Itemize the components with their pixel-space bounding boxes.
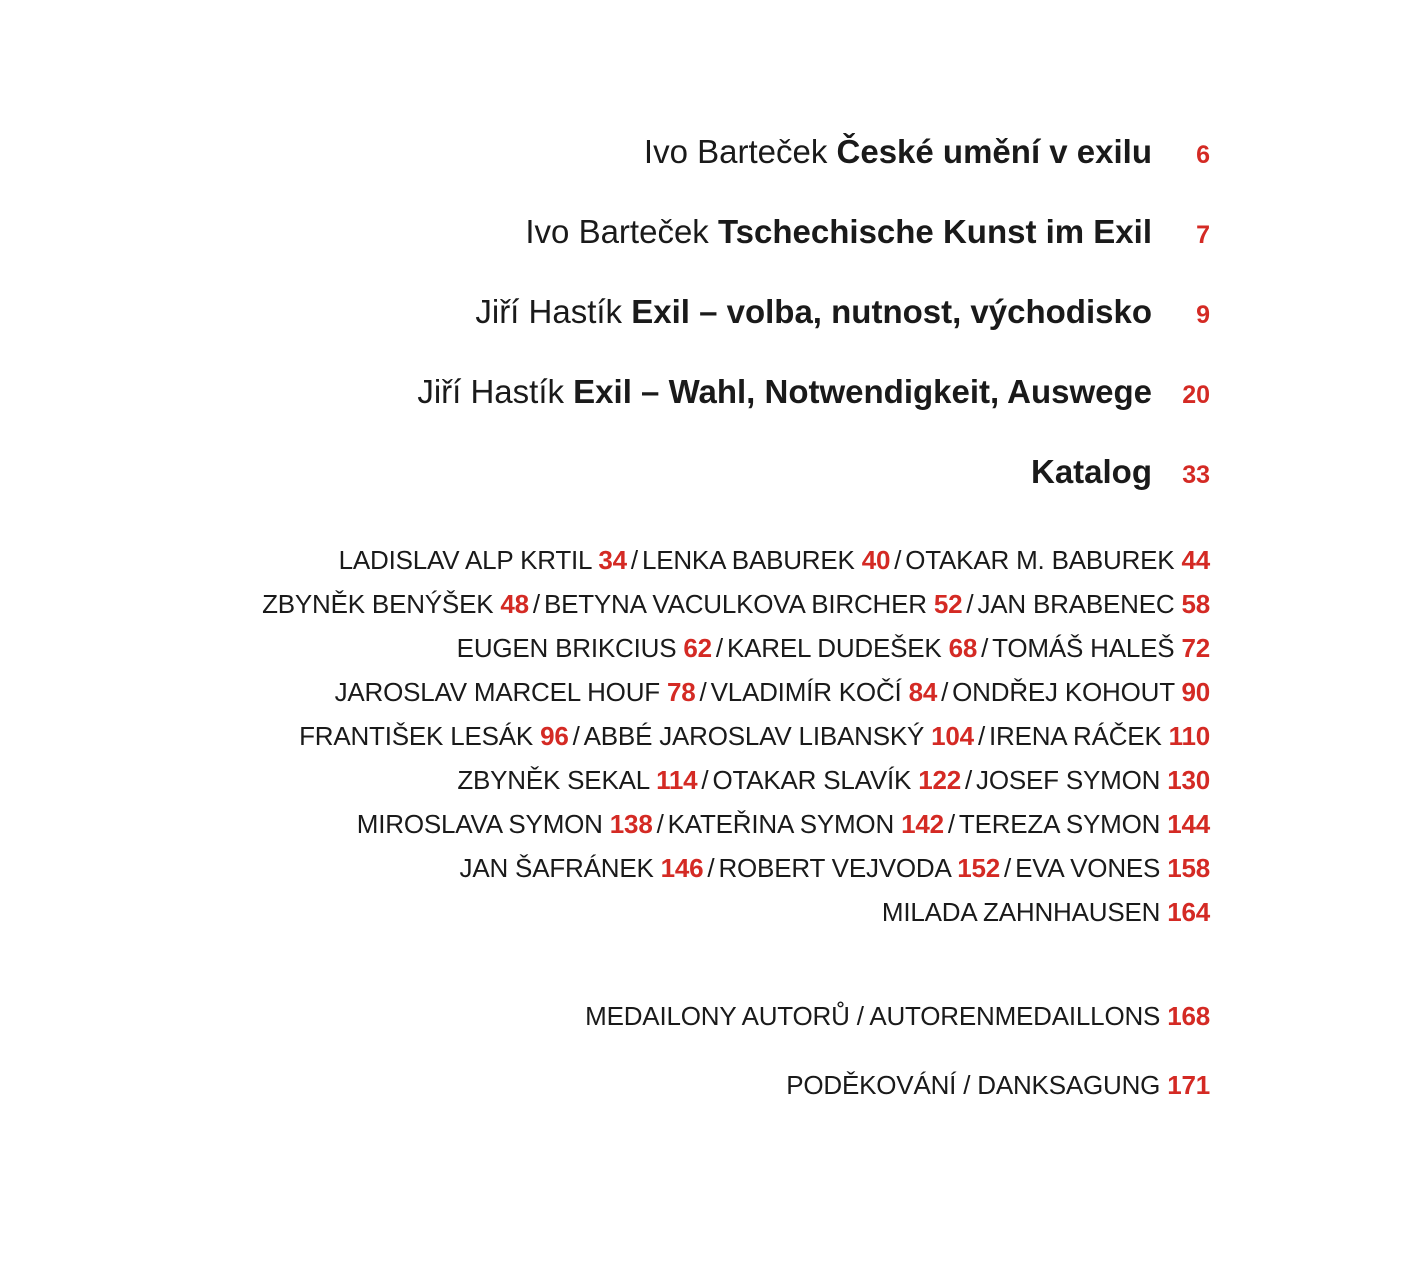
artist-page: 142 bbox=[901, 809, 944, 839]
artist-page: 110 bbox=[1168, 721, 1210, 751]
separator: / bbox=[532, 589, 540, 619]
separator: / bbox=[941, 677, 949, 707]
artist-page: 78 bbox=[667, 677, 696, 707]
artist-page: 52 bbox=[933, 589, 963, 619]
artist-name[interactable]: FRANTIŠEK LESÁK bbox=[299, 721, 534, 751]
artist-name[interactable]: TEREZA SYMON bbox=[958, 809, 1161, 839]
essay-page-number: 6 bbox=[1196, 141, 1210, 169]
artist-page: 62 bbox=[683, 633, 712, 663]
artist-page: 122 bbox=[918, 765, 961, 795]
separator: / bbox=[656, 809, 664, 839]
separator: / bbox=[947, 809, 955, 839]
artist-name[interactable]: ABBÉ JAROSLAV LIBANSKÝ bbox=[583, 721, 925, 751]
separator: / bbox=[630, 545, 638, 575]
separator: / bbox=[966, 589, 974, 619]
artist-name[interactable]: VLADIMÍR KOČÍ bbox=[710, 677, 902, 707]
artist-name[interactable]: OTAKAR SLAVÍK bbox=[712, 765, 912, 795]
essay-title: Exil – Wahl, Notwendigkeit, Auswege bbox=[573, 373, 1152, 410]
artist-page: 164 bbox=[1167, 897, 1210, 927]
separator: / bbox=[965, 765, 973, 795]
artist-name[interactable]: EVA VONES bbox=[1015, 853, 1161, 883]
artist-name[interactable]: JOSEF SYMON bbox=[976, 765, 1161, 795]
appendix-page: 168 bbox=[1167, 1001, 1210, 1031]
artist-page: 68 bbox=[948, 633, 978, 663]
artist-page: 90 bbox=[1181, 677, 1210, 707]
catalog-title: Katalog bbox=[1030, 453, 1152, 490]
artist-name[interactable]: ROBERT VEJVODA bbox=[718, 853, 951, 883]
separator: / bbox=[977, 721, 985, 751]
catalog-page-number: 33 bbox=[1182, 461, 1210, 489]
artist-page: 84 bbox=[908, 677, 938, 707]
catalog-line bbox=[0, 677, 1210, 708]
toc-essay-entry[interactable] bbox=[0, 293, 1210, 331]
essay-page-number: 7 bbox=[1196, 221, 1210, 249]
artist-page: 114 bbox=[656, 765, 698, 795]
artist-name[interactable]: JAROSLAV MARCEL HOUF bbox=[334, 677, 660, 707]
separator: / bbox=[701, 765, 709, 795]
artist-page: 104 bbox=[931, 721, 974, 751]
artist-page: 72 bbox=[1181, 633, 1210, 663]
artist-page: 144 bbox=[1167, 809, 1210, 839]
artist-name[interactable]: ONDŘEJ KOHOUT bbox=[952, 677, 1175, 707]
toc-catalog-entry[interactable] bbox=[0, 453, 1210, 491]
essay-title: České umění v exilu bbox=[836, 133, 1152, 170]
artist-name[interactable]: TOMÁŠ HALEŠ bbox=[992, 633, 1175, 663]
separator: / bbox=[1004, 853, 1012, 883]
essay-page-number: 20 bbox=[1182, 381, 1210, 409]
appendix-label: MEDAILONY AUTORŮ / AUTORENMEDAILLONS bbox=[585, 1001, 1161, 1031]
artist-page: 34 bbox=[598, 545, 627, 575]
catalog-line bbox=[0, 897, 1210, 928]
artist-name[interactable]: IRENA RÁČEK bbox=[988, 721, 1162, 751]
artist-name[interactable]: KATEŘINA SYMON bbox=[667, 809, 895, 839]
separator: / bbox=[715, 633, 723, 663]
separator: / bbox=[707, 853, 715, 883]
essay-author: Jiří Hastík bbox=[475, 293, 623, 330]
artist-page: 40 bbox=[861, 545, 891, 575]
separator: / bbox=[699, 677, 707, 707]
catalog-line bbox=[0, 545, 1210, 576]
artist-name[interactable]: ZBYNĚK BENÝŠEK bbox=[262, 589, 494, 619]
toc-essay-entry[interactable] bbox=[0, 213, 1210, 251]
essay-title: Exil – volba, nutnost, východisko bbox=[631, 293, 1152, 330]
separator: / bbox=[572, 721, 580, 751]
artist-page: 96 bbox=[540, 721, 569, 751]
separator: / bbox=[981, 633, 989, 663]
artist-page: 130 bbox=[1167, 765, 1210, 795]
artist-name[interactable]: LADISLAV ALP KRTIL bbox=[338, 545, 592, 575]
artist-name[interactable]: BETYNA VACULKOVA BIRCHER bbox=[543, 589, 927, 619]
essay-author: Ivo Barteček bbox=[643, 133, 828, 170]
essay-author: Ivo Barteček bbox=[525, 213, 709, 250]
artist-name[interactable]: JAN BRABENEC bbox=[977, 589, 1175, 619]
artist-name[interactable]: MILADA ZAHNHAUSEN bbox=[881, 897, 1161, 927]
essay-title: Tschechische Kunst im Exil bbox=[717, 213, 1152, 250]
catalog-line bbox=[0, 765, 1210, 796]
artist-page: 48 bbox=[500, 589, 529, 619]
artist-page: 158 bbox=[1167, 853, 1210, 883]
catalog-line bbox=[0, 633, 1210, 664]
artist-name[interactable]: ZBYNĚK SEKAL bbox=[457, 765, 650, 795]
toc-essay-entry[interactable] bbox=[0, 133, 1210, 171]
catalog-line bbox=[0, 853, 1210, 884]
artist-name[interactable]: EUGEN BRIKCIUS bbox=[456, 633, 677, 663]
catalog-line bbox=[0, 721, 1210, 752]
essay-page-number: 9 bbox=[1196, 301, 1210, 329]
artist-page: 138 bbox=[609, 809, 653, 839]
artist-page: 146 bbox=[660, 853, 704, 883]
catalog-line bbox=[0, 589, 1210, 620]
artist-name[interactable]: JAN ŠAFRÁNEK bbox=[459, 853, 654, 883]
toc-appendix-entry[interactable] bbox=[0, 1070, 1210, 1101]
catalog-line bbox=[0, 809, 1210, 840]
toc-essay-entry[interactable] bbox=[0, 373, 1210, 411]
artist-page: 152 bbox=[957, 853, 1001, 883]
artist-name[interactable]: KAREL DUDEŠEK bbox=[726, 633, 942, 663]
artist-page: 44 bbox=[1181, 545, 1210, 575]
artist-name[interactable]: LENKA BABUREK bbox=[641, 545, 855, 575]
appendix-page: 171 bbox=[1167, 1070, 1210, 1100]
essay-author: Jiří Hastík bbox=[417, 373, 564, 410]
appendix-label: PODĚKOVÁNÍ / DANKSAGUNG bbox=[786, 1070, 1161, 1100]
artist-name[interactable]: MIROSLAVA SYMON bbox=[356, 809, 603, 839]
artist-name[interactable]: OTAKAR M. BABUREK bbox=[905, 545, 1175, 575]
artist-page: 58 bbox=[1181, 589, 1210, 619]
toc-appendix-entry[interactable] bbox=[0, 1001, 1210, 1032]
separator: / bbox=[894, 545, 902, 575]
